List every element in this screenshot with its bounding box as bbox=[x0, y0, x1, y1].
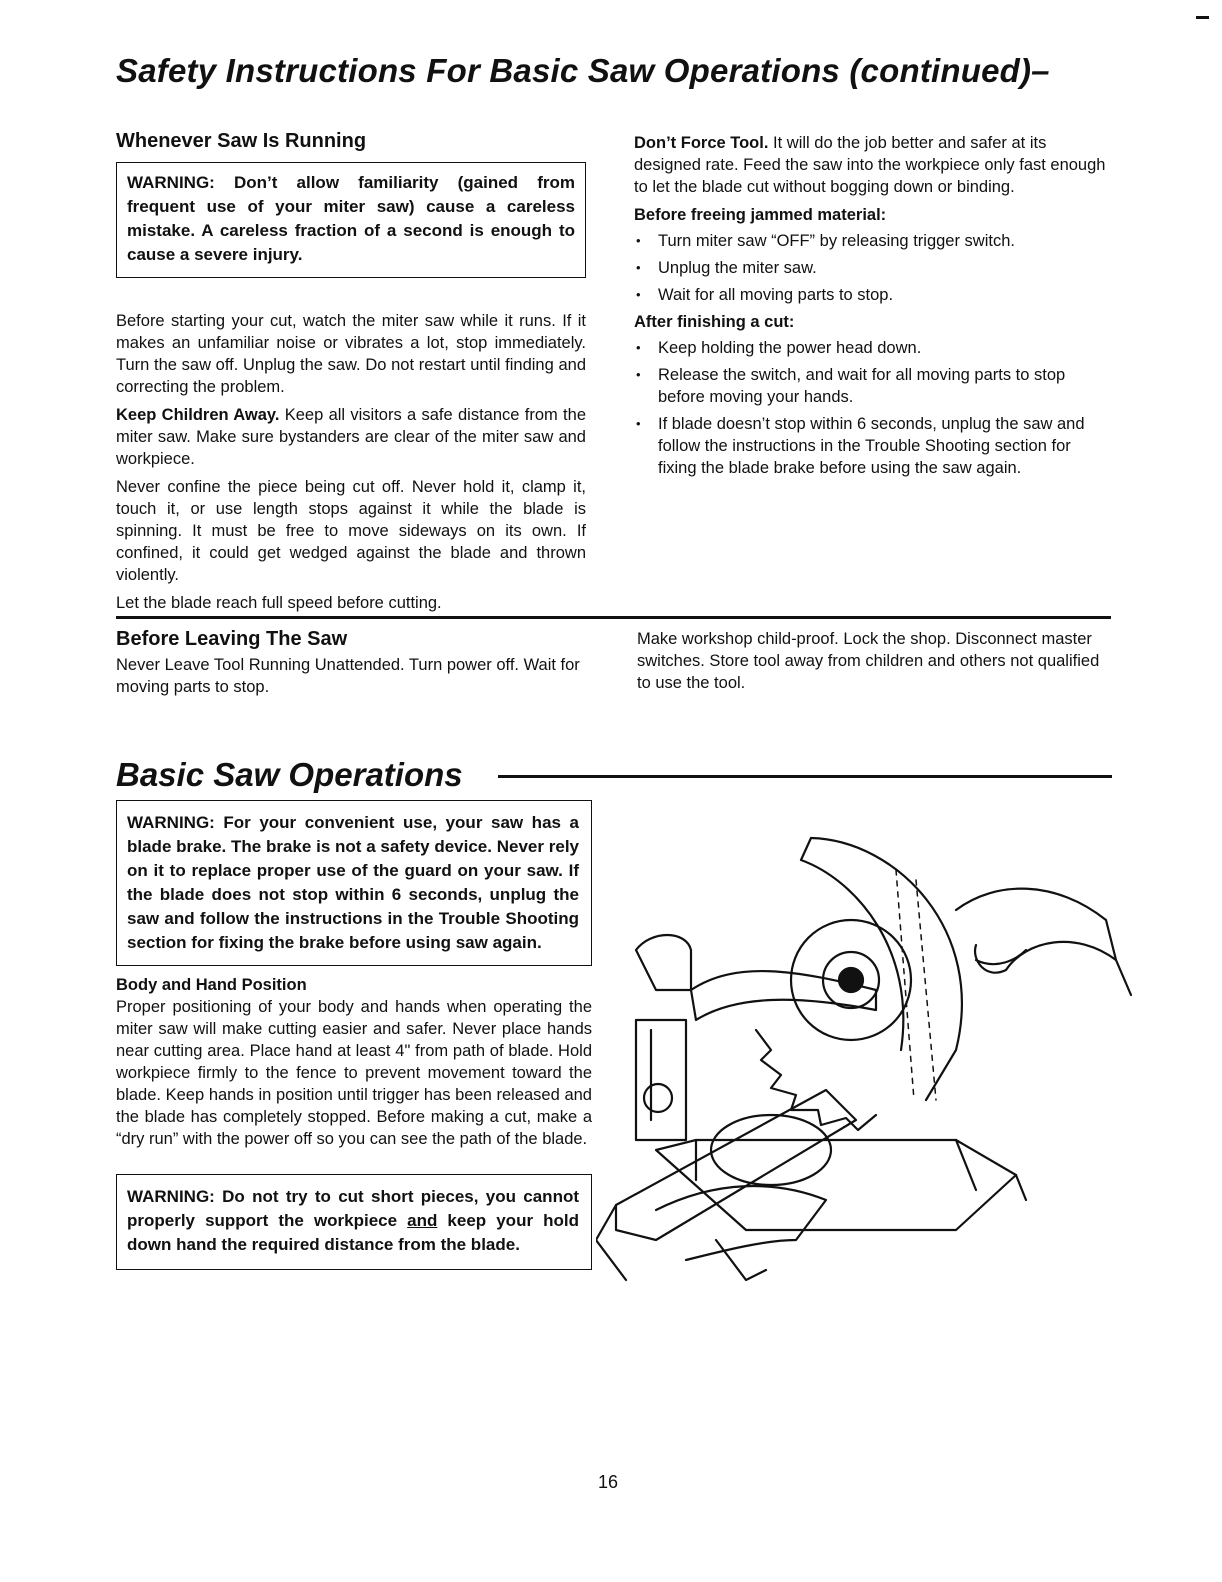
leaving-heading: Before Leaving The Saw bbox=[116, 628, 348, 650]
leaving-text: Never Leave Tool Running Unattended. Turn power off. Wait for moving parts to stop. bbox=[116, 656, 580, 696]
list-item: • Turn miter saw “OFF” by releasing trigger switch. bbox=[634, 230, 1106, 252]
body-hand-text: Proper positioning of your body and hands when operating the miter saw will make cutting easier and safer. Never place hands near cutting area. Place hand at least 4" from path of blade. Hold workpiece firmly to the fence to prevent movement toward the blade. Keep hands in position until trigger has been released and the blade has completely stopped. Before making a cut, make a “dry run” with the power off so you can see the path of the blade. bbox=[116, 998, 592, 1148]
confine-paragraph: Never confine the piece being cut off. Never hold it, clamp it, touch it, or use length stops against it while the blade is spinning. It must be free to move sideways on its own. If confined, it could get wedged against the blade and thrown violently. bbox=[116, 478, 586, 584]
warning-blade-brake: WARNING: For your convenient use, your saw has a blade brake. The brake is not a safety device. Never rely on it to replace proper use of the guard on your saw. If the blade does not stop within 6 seconds, unplug the saw and follow the instructions in the Trouble Shooting section for fixing the brake before using saw again. bbox=[116, 800, 592, 966]
list-item: • Wait for all moving parts to stop. bbox=[634, 284, 1106, 306]
full-speed-paragraph: Let the blade reach full speed before cutting. bbox=[116, 594, 442, 612]
warning-short-text-b: keep your hold down hand the required distance from the blade. bbox=[127, 1211, 579, 1254]
basic-operations-title: Basic Saw Operations bbox=[116, 756, 463, 793]
jammed-list bbox=[634, 230, 1106, 306]
childproof-section bbox=[637, 628, 1109, 700]
force-lead: Don’t Force Tool. bbox=[634, 134, 769, 152]
keep-children-text: Keep all visitors a safe distance from the miter saw. Make sure bystanders are clear of the miter saw and workpiece. bbox=[116, 406, 586, 468]
force-text: It will do the job better and safer at its designed rate. Feed the saw into the workpiece only fast enough to let the blade cut without bogging down or binding. bbox=[634, 134, 1106, 196]
list-item: • If blade doesn’t stop within 6 seconds, unplug the saw and follow the instructions in the Trouble Shooting section for fixing the blade brake before using the saw again. bbox=[634, 413, 1106, 479]
jammed-heading: Before freeing jammed material: bbox=[634, 206, 887, 224]
finish-heading: After finishing a cut: bbox=[634, 313, 795, 331]
warning-short-and: and bbox=[407, 1211, 438, 1230]
warning-short-text-a: WARNING: Do not try to cut short pieces, you cannot properly support the workpiece bbox=[127, 1187, 579, 1230]
page-corner-mark bbox=[1196, 16, 1209, 19]
warning-short-pieces bbox=[116, 1174, 592, 1270]
list-item: • Release the switch, and wait for all moving parts to stop before moving your hands. bbox=[634, 364, 1106, 408]
force-paragraph bbox=[634, 132, 1106, 198]
body-hand-heading: Body and Hand Position bbox=[116, 976, 307, 994]
page-title: Safety Instructions For Basic Saw Operations (continued)– bbox=[116, 52, 1050, 89]
miter-saw-drawing bbox=[596, 820, 1136, 1290]
miter-saw-illustration bbox=[596, 820, 1136, 1290]
section-divider bbox=[116, 616, 1111, 619]
keep-children-lead: Keep Children Away. bbox=[116, 406, 280, 424]
running-heading: Whenever Saw Is Running bbox=[116, 130, 367, 152]
keep-children-paragraph bbox=[116, 404, 586, 470]
running-paragraph: Before starting your cut, watch the miter saw while it runs. If it makes an unfamiliar noise or vibrates a lot, stop immediately. Turn the saw off. Unplug the saw. Do not restart until finding and correcting the problem. bbox=[116, 312, 586, 396]
list-item: • Unplug the miter saw. bbox=[634, 257, 1106, 279]
childproof-text: Make workshop child-proof. Lock the shop. Disconnect master switches. Store tool away from children and others not qualified to use the tool. bbox=[637, 630, 1100, 692]
force-section bbox=[634, 132, 1106, 484]
running-section bbox=[116, 128, 586, 620]
basic-operations-left bbox=[116, 800, 592, 1270]
title-rule bbox=[498, 775, 1112, 778]
finish-list bbox=[634, 337, 1106, 479]
list-item: • Keep holding the power head down. bbox=[634, 337, 1106, 359]
page-number: 16 bbox=[598, 1472, 619, 1492]
warning-familiarity: WARNING: Don’t allow familiarity (gained from frequent use of your miter saw) cause a careless mistake. A careless fraction of a second is enough to cause a severe injury. bbox=[116, 162, 586, 278]
leaving-section bbox=[116, 626, 596, 704]
